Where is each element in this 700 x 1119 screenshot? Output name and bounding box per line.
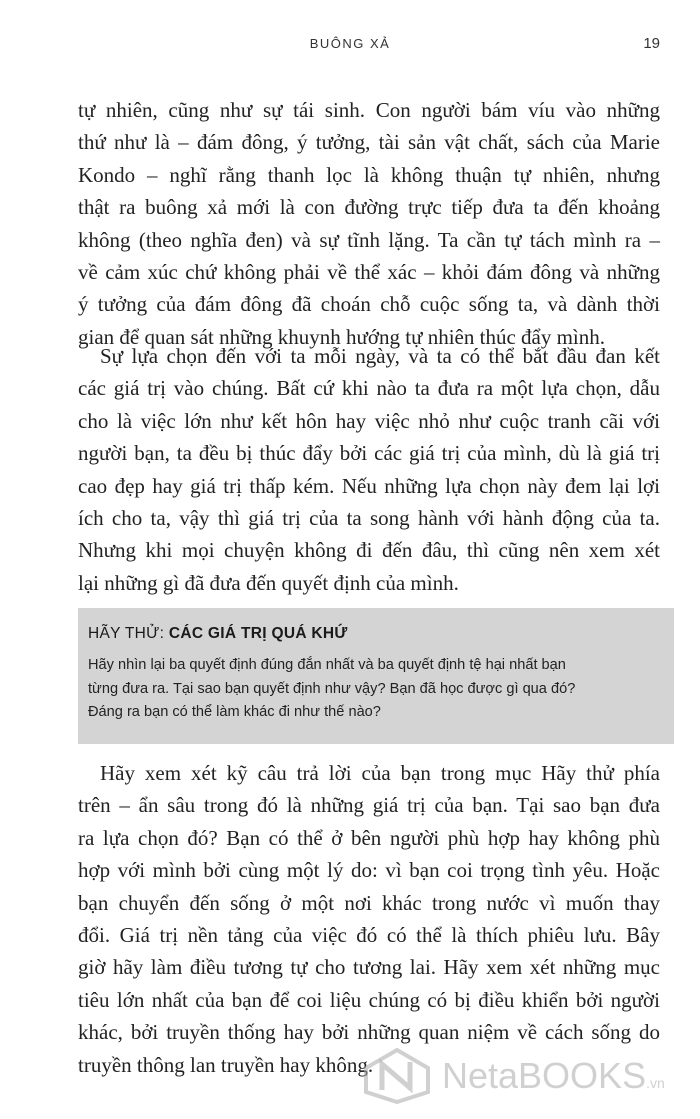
try-it-heading <box>88 625 348 643</box>
paragraph-line: cho là việc lớn như kết hôn hay việc nhỏ như cuộc tranh cãi với <box>78 408 660 433</box>
watermark-text <box>442 1055 665 1097</box>
paragraph-line: Nhưng khi mọi chuyện không đi đến đâu, thì cũng nên xem xét <box>78 538 660 563</box>
paragraph-line: bạn chuyển đến sống ở một nơi khác trong nước vì muốn thay <box>78 890 660 915</box>
paragraph-line: giờ hãy làm điều tương tự cho tương lai. Hãy xem xét những mục <box>78 955 660 980</box>
try-it-prefix: HÃY THỬ: <box>88 625 165 642</box>
paragraph-line: lại những gì đã đưa đến quyết định của mình. <box>78 570 459 595</box>
paragraph-line: thứ như là – đám đông, ý tưởng, tài sản vật chất, sách của Marie <box>78 130 660 155</box>
paragraph-line: thật ra buông xả mới là con đường trực tiếp đưa ta đến khoảng <box>78 195 660 220</box>
paragraph-line: ý tưởng của đám đông đã choán chỗ cuộc sống ta, và dành thời <box>78 292 660 317</box>
neta-logo-icon <box>362 1048 432 1104</box>
paragraph-2 <box>78 340 660 599</box>
try-it-title: CÁC GIÁ TRỊ QUÁ KHỨ <box>168 625 348 642</box>
paragraph-3 <box>78 757 660 1081</box>
paragraph-line: Kondo – nghĩ rằng thanh lọc là không thuận tự nhiên, nhưng <box>78 162 660 187</box>
paragraph-line: tiêu lớn nhất của bạn để coi liệu chúng có bị điều khiển bởi người <box>78 987 660 1012</box>
watermark-brand: NetaBOOKS <box>442 1055 647 1096</box>
paragraph-line: người bạn, ta đều bị thúc đẩy bởi các giá trị của mình, dù là giá trị <box>78 441 660 466</box>
paragraph-line: tự nhiên, cũng như sự tái sinh. Con người bám víu vào những <box>78 98 660 122</box>
paragraph-line: không (theo nghĩa đen) và sự tĩnh lặng. Ta cần tự tách mình ra – <box>78 227 660 252</box>
paragraph-line: ích cho ta, vậy thì giá trị của ta song hành với hành động của ta. <box>78 506 660 531</box>
try-it-body <box>88 654 653 725</box>
paragraph-line: về cảm xúc chứ không phải về thể xác – khỏi đám đông và những <box>78 260 660 285</box>
try-it-line: từng đưa ra. Tại sao bạn quyết định như vậy? Bạn đã học được gì qua đó? <box>88 680 576 697</box>
paragraph-line: đổi. Giá trị nền tảng của việc đó có thể là thích phiêu lưu. Bây <box>78 923 660 948</box>
running-title: BUÔNG XẢ <box>309 36 391 51</box>
try-it-line: Đáng ra bạn có thể làm khác đi như thế nào? <box>88 704 381 720</box>
paragraph-1 <box>78 94 660 353</box>
page-number: 19 <box>643 35 660 52</box>
paragraph-line: Hãy xem xét kỹ câu trả lời của bạn trong mục Hãy thử phía <box>100 761 660 785</box>
watermark-suffix: .vn <box>646 1075 665 1091</box>
running-head <box>0 36 700 56</box>
paragraph-line: khác, bởi truyền thống hay bởi những quan niệm về cách sống do <box>78 1020 660 1045</box>
paragraph-line: truyền thông lan truyền hay không. <box>78 1052 374 1077</box>
watermark <box>362 1048 692 1108</box>
paragraph-line: Sự lựa chọn đến với ta mỗi ngày, và ta có thể bắt đầu đan kết <box>100 344 660 368</box>
paragraph-line: cao đẹp hay giá trị thấp kém. Nếu những lựa chọn này đem lại lợi <box>78 473 660 498</box>
paragraph-line: gian để quan sát những khuynh hướng tự nhiên thúc đẩy mình. <box>78 324 606 349</box>
paragraph-line: ra lựa chọn đó? Bạn có thể ở bên người phù hợp hay không phù <box>78 825 660 850</box>
try-it-line: Hãy nhìn lại ba quyết định đúng đắn nhất và ba quyết định tệ hại nhất bạn <box>88 657 566 673</box>
paragraph-line: các giá trị vào chúng. Bất cứ khi nào ta đưa ra một lựa chọn, dẫu <box>78 376 660 401</box>
try-it-box <box>78 608 674 744</box>
paragraph-line: trên – ẩn sâu trong đó là những giá trị của bạn. Tại sao bạn đưa <box>78 793 660 818</box>
paragraph-line: hợp với mình bởi cùng một lý do: vì bạn coi trọng tình yêu. Hoặc <box>78 858 660 883</box>
